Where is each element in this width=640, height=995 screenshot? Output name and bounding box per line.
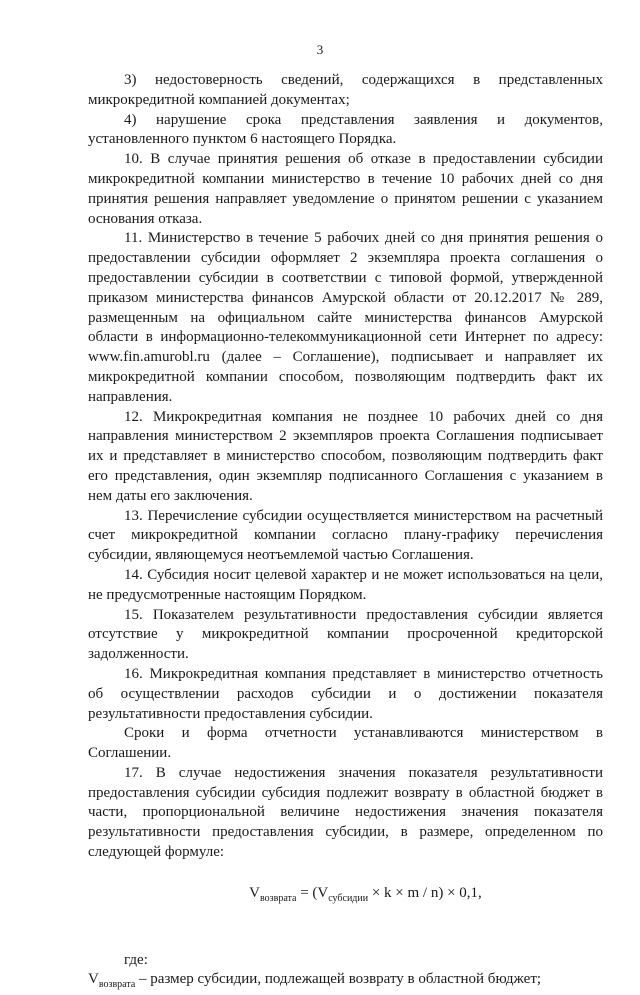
paragraph-item-4: 4) нарушение срока представления заявления и документов, установленного пунктом 6 настоящего Порядка. <box>88 111 603 148</box>
formula-rest: × k × m / n) × 0,1, <box>368 884 482 901</box>
paragraph-11: 11. Министерство в течение 5 рабочих дней со дня принятия решения о предоставлении субсидии оформляет 2 экземпляра проекта соглашения о предоставлении субсидии в соответствии с типовой формой, утвержденной приказом министерства финансов Амурской области от 20.12.2017 № 289, размещенным на официальном сайте министерства финансов Амурской области в информационно-телекоммуникационной сети Интернет по адресу: www.fin.amurobl.ru (далее – Соглашение), подписывает и направляет их микрокредитной компании способом, позволяющим подтвердить факт их направления. <box>88 230 603 405</box>
document-body <box>88 71 603 995</box>
paragraph-16-terms: Сроки и форма отчетности устанавливаются министерством в Соглашении. <box>88 725 603 762</box>
formula-sub-subsidy: субсидии <box>328 892 369 904</box>
paragraph-13: 13. Перечисление субсидии осуществляется министерством на расчетный счет микрокредитной компании согласно плану-графику перечисления субсидии, являющемуся неотъемлемой частью Соглашения. <box>88 507 603 564</box>
formula-v-return: V <box>249 884 261 901</box>
paragraph-10: 10. В случае принятия решения об отказе в предоставлении субсидии микрокредитной компании министерство в течение 10 рабочих дней со дня принятия решения направляет уведомление о принятом решении с указанием основания отказа. <box>88 151 603 227</box>
definition-text: – размер субсидии, подлежащей возврату в областной бюджет; <box>135 971 542 988</box>
paragraph-17: 17. В случае недостижения значения показателя результативности предоставления субсидии субсидия подлежит возврату в областной бюджет в части, пропорциональной величине недостижения значения показателя результативности предоставления субсидии, в размере, определенном по следующей формуле: <box>88 764 603 861</box>
paragraph-16: 16. Микрокредитная компания представляет в министерство отчетность об осуществлении расходов субсидии и о достижении показателя результативности предоставления субсидии. <box>88 665 603 722</box>
paragraph-item-3: 3) недостоверность сведений, содержащихся в представленных микрокредитной компанией документах; <box>88 72 603 108</box>
paragraph-12: 12. Микрокредитная компания не позднее 10 рабочих дней со дня направления министерством 2 экземпляров проекта Соглашения подписывает их и представляет в министерство способом, позволяющим подтвердить факт его представления, один экземпляр подписанного Соглашения с указанием в нем даты его заключения. <box>88 408 603 504</box>
paragraph-15: 15. Показателем результативности предоставления субсидии является отсутствие у микрокредитной компании просроченной кредиторской задолженности. <box>88 606 603 663</box>
definition-v-return <box>88 970 603 995</box>
page-number: 3 <box>316 42 324 57</box>
definition-v: V <box>88 971 99 988</box>
formula-sub-return: возврата <box>260 892 297 904</box>
definition-sub: возврата <box>98 979 136 991</box>
where-label: где: <box>124 951 148 968</box>
formula-eq-open: = (V <box>296 884 329 901</box>
paragraph-14: 14. Субсидия носит целевой характер и не может использоваться на цели, не предусмотренные настоящим Порядком. <box>88 566 603 603</box>
